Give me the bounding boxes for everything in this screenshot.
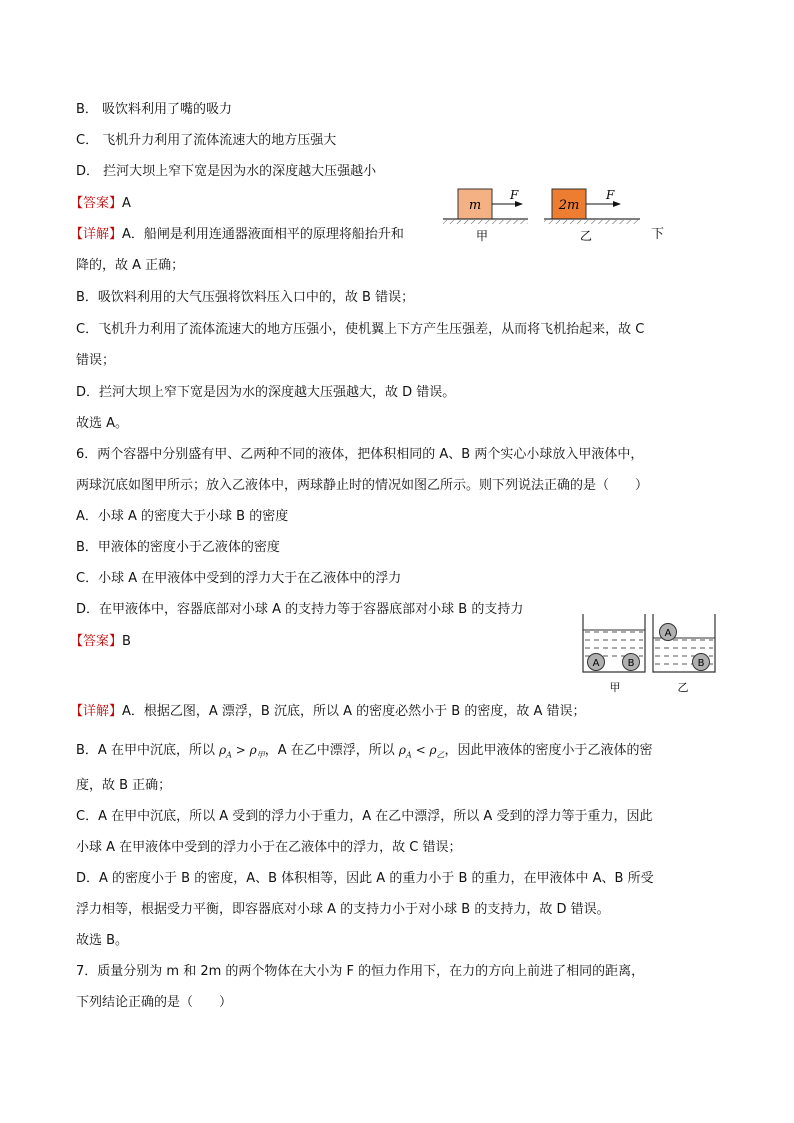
answer-tag: 【答案】 bbox=[70, 634, 123, 649]
q6-option-c: C．小球 A 在甲液体中受到的浮力大于在乙液体中的浮力 bbox=[76, 571, 402, 586]
q5-detail-c: C．飞机升力利用了流体流速大的地方压强小，使机翼上下方产生压强差，从而将飞机抬起来，故 C bbox=[76, 322, 645, 337]
detail-text: A．船闸是利用连通器液面相平的原理将船抬升和 bbox=[122, 227, 404, 242]
force-label-right: F bbox=[606, 188, 615, 202]
svg-text:A: A bbox=[592, 658, 600, 669]
rho-b-expr: $\rho_A < \rho_乙$ bbox=[398, 743, 445, 760]
svg-text:A: A bbox=[664, 628, 672, 639]
q6-detail-d: D．A 的密度小于 B 的密度，A、B 体积相等，因此 A 的重力小于 B 的重力，在甲液体中 A、B 所受 bbox=[76, 871, 654, 886]
q6-option-a: A．小球 A 的密度大于小球 B 的密度 bbox=[76, 509, 289, 524]
rho-a-expr: $\rho_A > \rho_甲$ bbox=[219, 743, 265, 760]
q5-detail bbox=[70, 226, 404, 244]
q5-detail-b: B．吸饮料利用的大气压强将饮料压入口中的，故 B 错误； bbox=[76, 290, 415, 305]
q5-detail-line2: 降的，故 A 正确； bbox=[76, 258, 185, 273]
svg-text:B: B bbox=[627, 658, 635, 669]
q6-conclusion: 故选 B。 bbox=[76, 933, 129, 948]
q5-detail-tail: 下 bbox=[651, 227, 665, 242]
q7-stem-1: 7．质量分别为 m 和 2m 的两个物体在大小为 F 的恒力作用下，在力的方向上前进了相同的距离， bbox=[76, 964, 645, 979]
q6-detail-c2: 小球 A 在甲液体中受到的浮力小于在乙液体中的浮力，故 C 错误； bbox=[76, 840, 462, 855]
force-blocks-figure bbox=[440, 184, 660, 246]
block-2m-label: 2m bbox=[558, 198, 580, 213]
q5-detail-d: D．拦河大坝上窄下宽是因为水的深度越大压强越大，故 D 错误。 bbox=[76, 385, 456, 400]
line-q5-option-b: B． 吸饮料利用了嘴的吸力 bbox=[76, 102, 233, 117]
q6-answer bbox=[70, 633, 131, 651]
q6-stem-1: 6．两个容器中分别盛有甲、乙两种不同的液体，把体积相同的 A、B 两个实心小球放入甲液体中， bbox=[76, 447, 644, 462]
q5-conclusion: 故选 A。 bbox=[76, 416, 129, 431]
fig1-caption-jia: 甲 bbox=[475, 229, 489, 243]
line-q5-option-c: C． 飞机升力利用了流体流速大的地方压强大 bbox=[76, 133, 337, 148]
containers-figure bbox=[575, 612, 725, 698]
answer-value: A bbox=[122, 196, 131, 211]
q6-option-b: B．甲液体的密度小于乙液体的密度 bbox=[76, 540, 280, 555]
q6-option-d: D．在甲液体中，容器底部对小球 A 的支持力等于容器底部对小球 B 的支持力 bbox=[76, 602, 524, 617]
q5-answer bbox=[70, 195, 131, 213]
detail-tag: 【详解】 bbox=[70, 227, 123, 242]
q7-stem-2: 下列结论正确的是（ ） bbox=[76, 995, 233, 1010]
q6-stem-2: 两球沉底如图甲所示；放入乙液体中，两球静止时的情况如图乙所示。则下列说法正确的是（ ） bbox=[76, 478, 649, 493]
q6-detail-b2: 度，故 B 正确； bbox=[76, 778, 172, 793]
q6-detail bbox=[70, 703, 585, 721]
answer-tag: 【答案】 bbox=[70, 196, 123, 211]
q6-detail-b: B．A 在甲中沉底，所以 $\rho_A > \rho_甲$，A 在乙中漂浮，所以 $\rho_A < \rho_乙$，因此甲液体的密度小于乙液体的密 bbox=[76, 743, 653, 760]
block-m-label: m bbox=[468, 198, 482, 213]
container-yi bbox=[653, 614, 715, 694]
force-label-left: F bbox=[510, 188, 519, 202]
fig1-caption-yi: 乙 bbox=[579, 229, 593, 243]
svg-text:B: B bbox=[697, 658, 705, 669]
line-q5-option-d: D． 拦河大坝上窄下宽是因为水的深度越大压强越小 bbox=[76, 164, 377, 179]
q6-detail-d2: 浮力相等，根据受力平衡，即容器底对小球 A 的支持力小于对小球 B 的支持力，故 D 错误。 bbox=[76, 902, 610, 917]
answer-value: B bbox=[122, 634, 131, 649]
container-jia bbox=[583, 614, 645, 694]
detail-text: A．根据乙图，A 漂浮，B 沉底，所以 A 的密度必然小于 B 的密度，故 A 错误； bbox=[122, 704, 586, 719]
fig2-caption-jia: 甲 bbox=[609, 681, 621, 694]
fig2-caption-yi: 乙 bbox=[677, 681, 689, 694]
detail-tag: 【详解】 bbox=[70, 704, 123, 719]
q6-detail-c: C．A 在甲中沉底，所以 A 受到的浮力小于重力，A 在乙中漂浮，所以 A 受到的浮力等于重力，因此 bbox=[76, 809, 653, 824]
q5-detail-c2: 错误； bbox=[76, 353, 116, 368]
